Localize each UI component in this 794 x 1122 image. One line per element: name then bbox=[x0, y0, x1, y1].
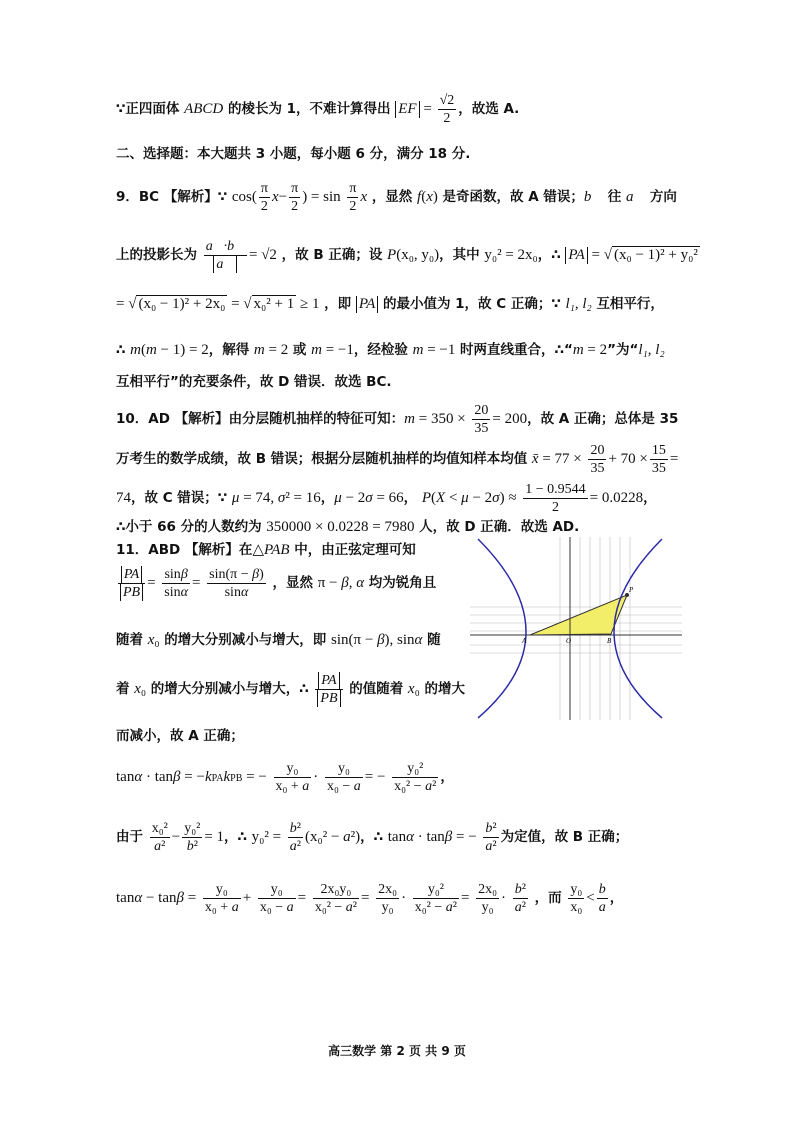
text-line-q9-5: 互相平行”的充要条件，故 D 错误．故选 BC. bbox=[116, 374, 392, 390]
text-line-q10-4: ∴小于 66 分的人数约为 350000 × 0.0228 = 7980 人，故 D 正确．故选 AD. bbox=[116, 519, 580, 535]
page-footer: 高三数学 第 2 页 共 9 页 bbox=[328, 1044, 466, 1058]
label-a: A bbox=[522, 637, 527, 645]
text-line-q11-8: tanα − tanβ = $\frac{\text{y₀}}{\text{x₀ + a}}$ + $\frac{\text{y₀}}{\text{x₀ − a}}$ = $\frac{\text{2x₀y₀}}{\text{x₀² − a²}}$ = $\frac{\text{2x₀}}{\text{y₀}}$ · $\frac{\text{y₀²}}{\text{x₀² − a²}}$ = $\frac{\text{2x₀}}{\text{y₀}}$ · $\frac{\text{b²}}{\text{a²}}$ ，而 $\frac{\text{y₀}}{\text{x₀}}$ < $\frac{b}{a}$ ， bbox=[116, 882, 624, 915]
text-line-q9-2: 上的投影长为 $\frac{a⃗\cdot b⃗}{a⃗}$ = √2 ，故 B 正确；设 P(x₀, y₀)，其中 y₀² = 2x₀，∴ PA = √ (x₀ − 1)² + y₀² bbox=[116, 239, 698, 272]
hyperbola-figure bbox=[470, 537, 682, 720]
text-line-q10-1: 10．AD 【解析】由分层随机抽样的特征可知：m = 350 × $\frac{20}{35}$ = 200，故 A 正确；总体是 35 bbox=[116, 403, 679, 436]
text-line-q10-3: 74，故 C 错误；∵ μ = 74, σ² = 16，μ − 2σ = 66， P(X < μ − 2σ) ≈ $\frac{1 - 0.9544}{2}$ = 0.0228， bbox=[116, 482, 657, 515]
section-heading: 二、选择题：本大题共 3 小题，每小题 6 分，满分 18 分. bbox=[116, 146, 471, 162]
label-b: B bbox=[607, 637, 612, 645]
left-branch bbox=[478, 539, 526, 718]
text-line-q9-4: ∴ m(m − 1) = 2，解得 m = 2 或 m = −1，经检验 m = −1 时两直线重合，∴“m = 2”为“l₁, l₂ bbox=[116, 342, 665, 358]
text-line-q11-5: 而减小，故 A 正确； bbox=[116, 728, 244, 744]
text-line-q10-2: 万考生的数学成绩，故 B 错误；根据分层随机抽样的均值知样本均值 x̄ = 77 × $\frac{20}{35}$ + 70 × $\frac{15}{35}$ = bbox=[116, 443, 679, 476]
text-line-q11-6: tanα · tanβ = −kPAkPB = − $\frac{\text{y₀}}{\text{x₀ + a}}$ · $\frac{\text{y₀}}{\text{x₀ − a}}$ = − $\frac{\text{y₀²}}{\text{x₀² − a²}}$ ， bbox=[116, 761, 454, 794]
text-line-q11-3: 随着 x₀ 的增大分别减小与增大，即 sin(π − β), sinα 随 bbox=[116, 632, 441, 648]
text-line-q11-7: 由于 $\frac{\text{x₀²}}{\text{a²}}$ − $\frac{\text{y₀²}}{\text{b²}}$ = 1，∴ y₀² = $\frac{\text{b²}}{\text{a²}}$ (x₀² − a²)，∴ tanα · tanβ = − $\frac{\text{b²}}{\text{a²}}$ 为定值，故 B 正确； bbox=[116, 821, 629, 854]
text-line-q11-2: $\frac{PA}{PB}$ = $\frac{\sin\beta}{\sin\alpha}$ = $\frac{\sin(\pi - \beta)}{\sin\alpha}$ ，显然 π − β, α 均为锐角且 bbox=[116, 566, 436, 601]
text-line-q9-1: 9．BC 【解析】∵ cos( $\frac{\pi}{2}$ x− $\frac{\pi}{2}$ ) = sin $\frac{\pi}{2}$ x ，显然 f(x) 是奇函数，故 A 错误；b⃗ 往 a⃗ 方向 bbox=[116, 181, 677, 214]
text-line-q11-1: 11．ABD 【解析】在△PAB 中，由正弦定理可知 bbox=[116, 542, 416, 558]
label-p: P bbox=[629, 586, 634, 594]
text-line-1: ∵正四面体 ABCD 的棱长为 1，不难计算得出 EF = $\frac{√2}{2}$ ，故选 A. bbox=[116, 93, 520, 126]
text-line-q9-3: = √ (x₀ − 1)² + 2x₀ = √ x₀² + 1 ≥ 1 ，即 PA 的最小值为 1，故 C 正确；∵ l₁, l₂ 互相平行， bbox=[116, 296, 664, 312]
label-o: O bbox=[566, 637, 572, 645]
text-line-q11-4: 着 x₀ 的增大分别减小与增大，∴ $\frac{PA}{PB}$ 的值随着 x₀ 的增大 bbox=[116, 673, 466, 706]
right-branch bbox=[614, 539, 662, 718]
